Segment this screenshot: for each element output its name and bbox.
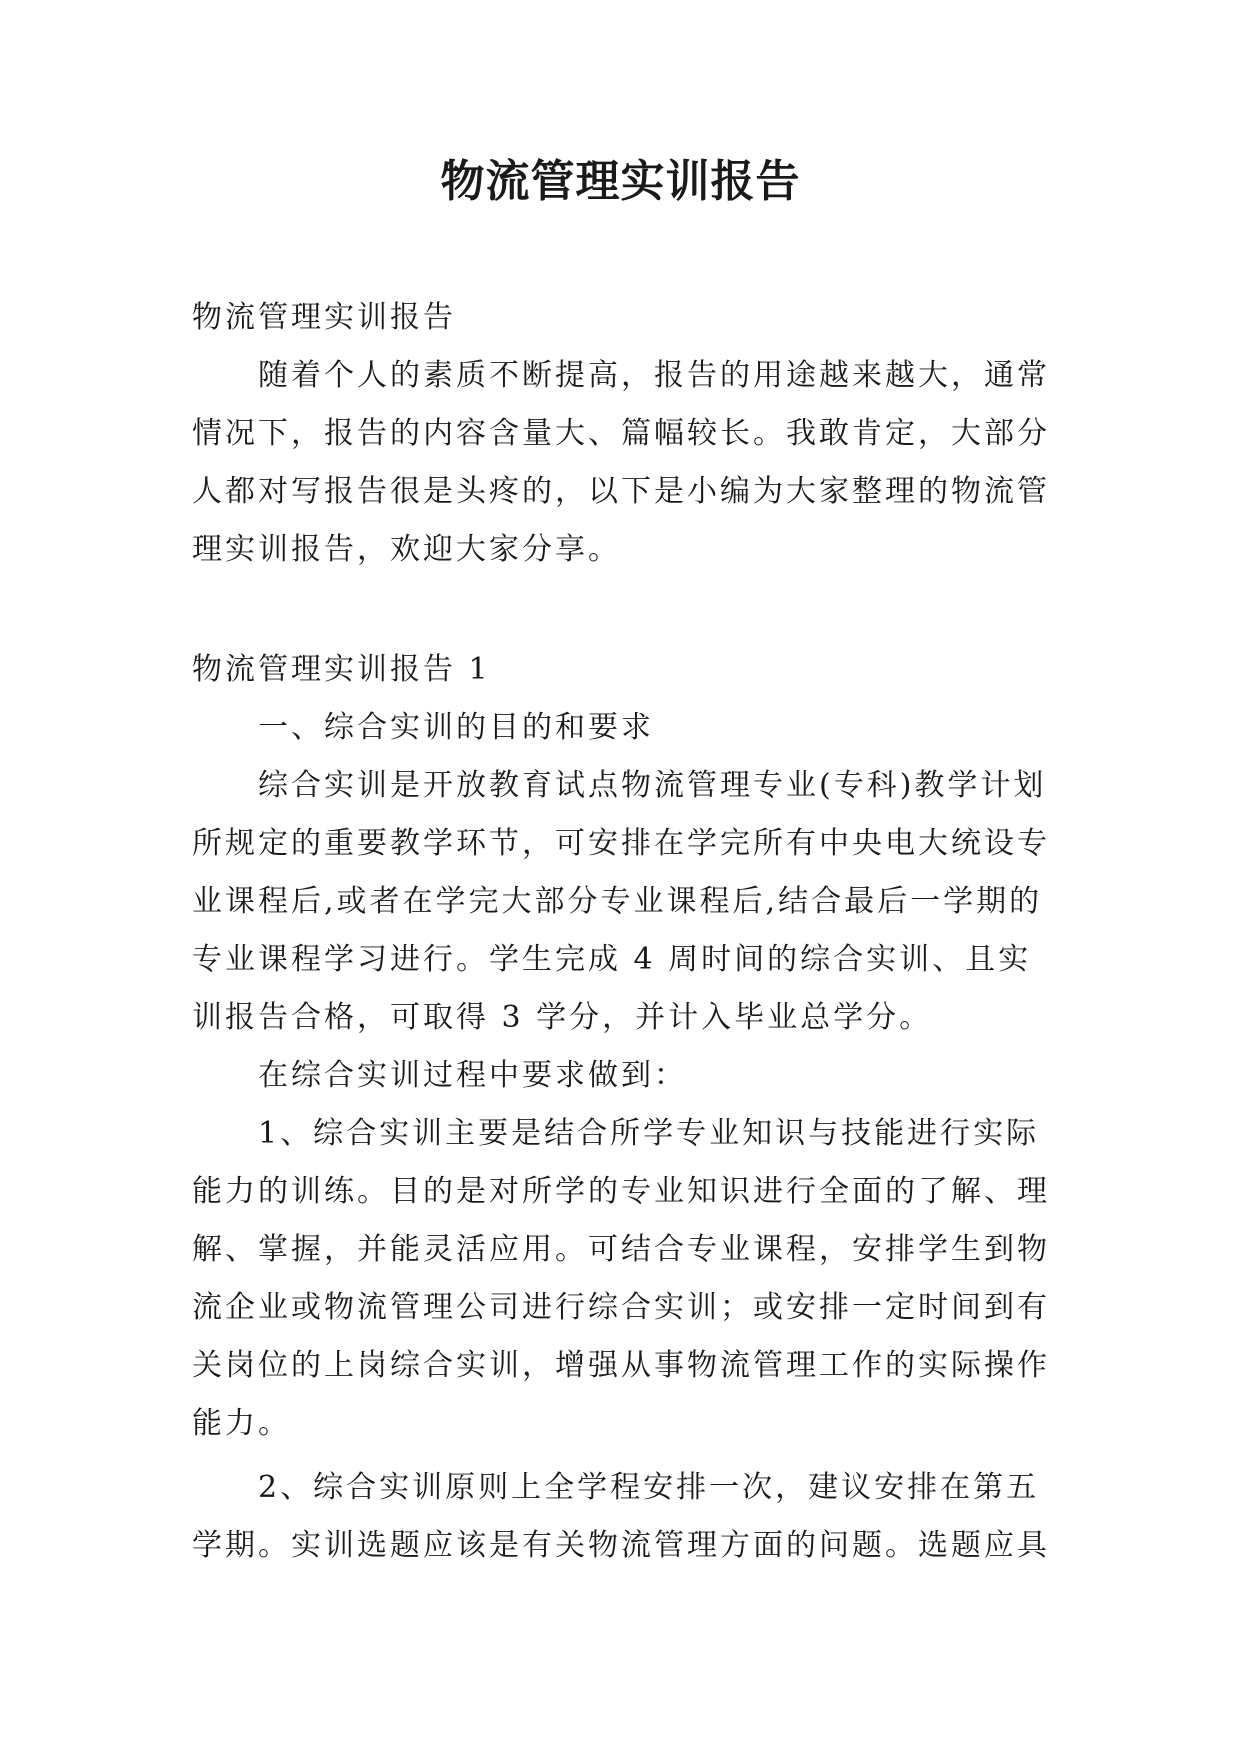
paragraph-3: 1、综合实训主要是结合所学专业知识与技能进行实际能力的训练。目的是对所学的专业知识进行全面的了解、理解、掌握，并能灵活应用。可结合专业课程，安排学生到物流企业或物流管理公司进行综合实训；或安排一定时间到有关岗位的上岗综合实训，增强从事物流管理工作的实际操作能力。	[192, 1116, 1050, 1441]
document-title: 物流管理实训报告	[440, 156, 801, 207]
document-subtitle: 物流管理实训报告	[192, 300, 456, 335]
paragraph-4: 2、综合实训原则上全学程安排一次，建议安排在第五学期。实训选题应该是有关物流管理方面的问题。选题应具	[192, 1470, 1050, 1563]
paragraph-2: 在综合实训过程中要求做到：	[258, 1058, 687, 1093]
paragraph-1: 综合实训是开放教育试点物流管理专业(专科)教学计划所规定的重要教学环节，可安排在学完所有中央电大统设专业课程后,或者在学完大部分专业课程后,结合最后一学期的专业课程学习进行。学生完成 4 周时间的综合实训、且实训报告合格，可取得 3 学分，并计入毕业总学分。	[192, 768, 1050, 1035]
document-body	[192, 289, 1052, 1575]
intro-paragraph: 随着个人的素质不断提高，报告的用途越来越大，通常情况下，报告的内容含量大、篇幅较长。我敢肯定，大部分人都对写报告很是头疼的，以下是小编为大家整理的物流管理实训报告，欢迎大家分享。	[192, 358, 1050, 567]
section-heading: 一、综合实训的目的和要求	[258, 710, 654, 745]
spacer	[192, 579, 1052, 641]
section-title: 物流管理实训报告 1	[192, 652, 491, 687]
